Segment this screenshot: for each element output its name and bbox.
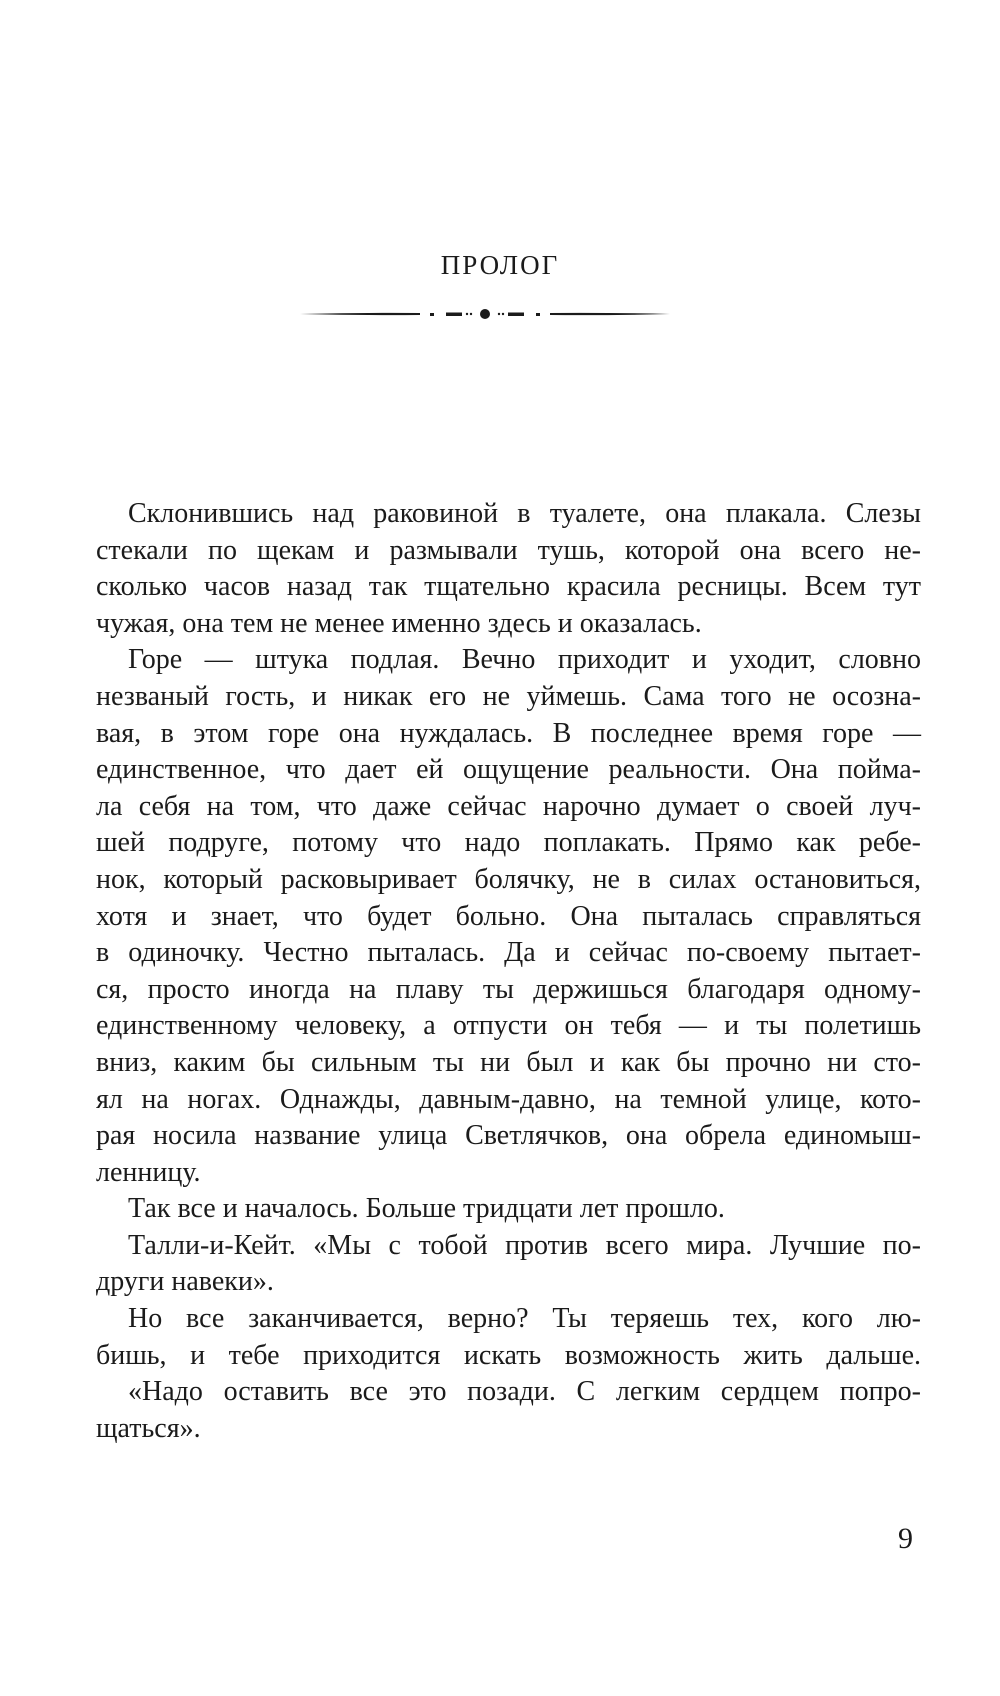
text-line: шей подруге, потому что надо поплакать. Прямо как ребе-: [96, 827, 921, 859]
text-line: в одиночку. Честно пыталась. Да и сейчас по-своему пытает-: [96, 937, 921, 969]
ornament-divider-icon: [300, 306, 670, 322]
text-line: единственное, что дает ей ощущение реальности. Она пойма-: [96, 754, 921, 786]
text-line: Горе — штука подлая. Вечно приходит и уходит, словно: [128, 644, 921, 676]
prologue-text: [96, 496, 921, 1447]
paragraph: [96, 1301, 921, 1374]
text-line: други навеки».: [96, 1266, 274, 1298]
text-line: Склонившись над раковиной в туалете, она плакала. Слезы: [128, 498, 921, 529]
paragraph: [96, 496, 921, 642]
text-line: стекали по щекам и размывали тушь, которой она всего не-: [96, 534, 921, 566]
text-line: щаться».: [96, 1412, 201, 1444]
text-line: Но все заканчивается, верно? Ты теряешь тех, кого лю-: [128, 1303, 921, 1335]
text-line: сколько часов назад так тщательно красила ресницы. Всем тут: [96, 571, 921, 603]
chapter-title: ПРОЛОГ: [440, 250, 560, 280]
text-line: ла себя на том, что даже сейчас нарочно думает о своей луч-: [96, 790, 921, 822]
text-line: ленницу.: [96, 1156, 201, 1188]
text-line: чужая, она тем не менее именно здесь и оказалась.: [96, 607, 702, 639]
text-line: рая носила название улица Светлячков, она обрела единомыш-: [96, 1120, 921, 1152]
text-line: незваный гость, и никак его не уймешь. Сама того не осозна-: [96, 680, 921, 712]
text-line: вая, в этом горе она нуждалась. В последнее время горе —: [96, 717, 921, 749]
text-line: бишь, и тебе приходится искать возможность жить дальше.: [96, 1339, 921, 1371]
text-line: хотя и знает, что будет больно. Она пыталась справляться: [96, 900, 921, 932]
paragraph: [96, 1228, 921, 1301]
text-line: ся, просто иногда на плаву ты держишься благодаря одному-: [96, 973, 921, 1005]
text-line: вниз, каким бы сильным ты ни был и как бы прочно ни сто-: [96, 1046, 921, 1078]
paragraph: [96, 1374, 921, 1447]
text-line: Талли-и-Кейт. «Мы с тобой против всего мира. Лучшие по-: [128, 1229, 921, 1261]
text-line: единственному человеку, а отпусти он тебя — и ты полетишь: [96, 1010, 921, 1042]
paragraph: [96, 1191, 921, 1228]
paragraph: [96, 642, 921, 1191]
text-line: нок, который расковыривает болячку, не в силах остановиться,: [96, 863, 921, 895]
text-line: Так все и началось. Больше тридцати лет прошло.: [128, 1193, 725, 1225]
text-line: «Надо оставить все это позади. С легким сердцем попро-: [128, 1376, 921, 1408]
page-number: 9: [898, 1522, 913, 1555]
text-line: ял на ногах. Однажды, давным-давно, на темной улице, кото-: [96, 1083, 921, 1115]
